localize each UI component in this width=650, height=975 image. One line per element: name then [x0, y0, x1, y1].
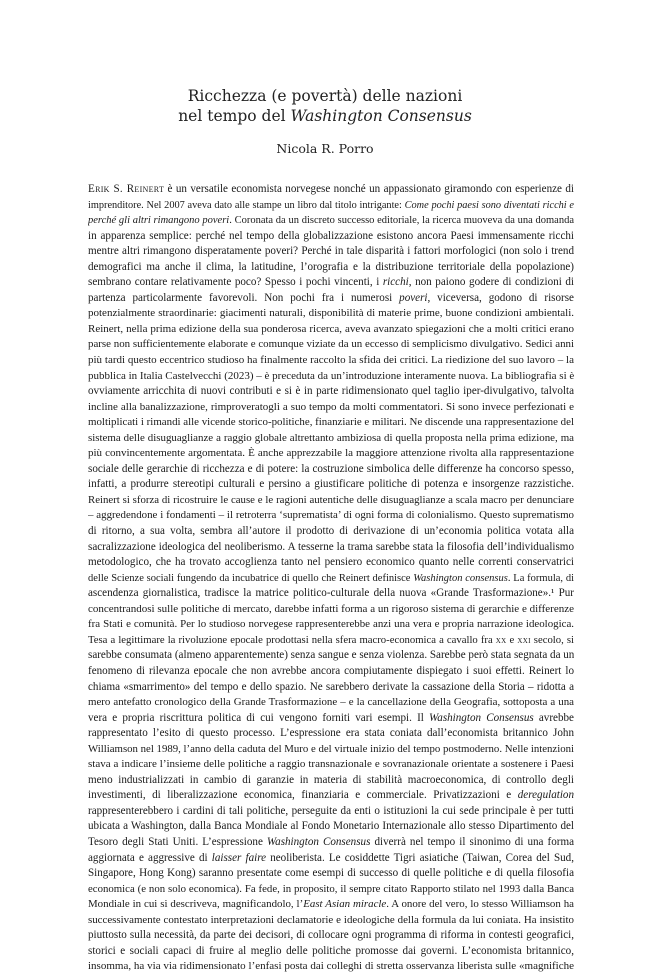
- body-line: [88, 819, 574, 835]
- body-line: [88, 757, 574, 773]
- body-text-segment: ascendenza giornalistica, tradisce la matrice politico-culturale della nuova «Grande Trasformazione».¹ Pur: [88, 587, 574, 600]
- body-line: [88, 508, 574, 524]
- body-line: [88, 835, 574, 851]
- body-text-segment: mero antefatto cronologico della Grande Trasformazione – e la cancellazione della Geografia, sottoposta a una: [88, 696, 574, 709]
- body-line: [88, 524, 574, 540]
- body-text-segment: è un versatile economista norvegese nonché un appassionato giramondo con esperienze di: [164, 183, 574, 195]
- body-line: [88, 415, 574, 431]
- body-text-segment: di ritorno, a sua volta, sembra all’autore il prodotto di derivazione di un’economia politica votata alla: [88, 525, 574, 538]
- body-line: [88, 182, 574, 198]
- body-text-segment: piuttosto sulla necessità, da parte dei decisori, di collocare ogni programma di riforma in contesti geografici,: [88, 929, 574, 942]
- body-line: [88, 695, 574, 711]
- body-text-segment: più tardi questo eccentrico studioso ha finalmente raccolto la sfida dei critici. La riedizione del suo lavoro – la: [88, 354, 574, 367]
- body-text-segment: – aggredendone i fondamenti – il retroterra ‘suprematista’ di ogni forma di colonialismo. Questo suprematismo: [88, 509, 574, 522]
- body-line: [88, 384, 574, 400]
- body-line: [88, 431, 574, 447]
- body-text-segment: stava a indicare l’insieme delle politiche a raggio transnazionale e sovranazionale orientate a sostenere i Paesi: [88, 758, 574, 771]
- body-line: [88, 493, 574, 509]
- body-text-segment: ricchi: [382, 276, 409, 289]
- body-text-segment: . A onore del vero, lo stesso Williamson ha: [386, 898, 574, 911]
- body-text-segment: secolo, si: [530, 633, 574, 646]
- body-text-segment: Washington Consensus: [429, 711, 534, 724]
- body-line: [88, 664, 574, 680]
- body-line: [88, 337, 574, 353]
- body-text-segment: aggiornata e aggressive di: [88, 851, 212, 864]
- body-text-segment: sarebbe consumata (almeno apparentemente) senza sangue e senza violenza. Sarebbe però stata segnata da un: [88, 649, 574, 662]
- body-line: [88, 851, 574, 867]
- body-line: [88, 680, 574, 696]
- body-line: [88, 198, 574, 214]
- body-line: [88, 306, 574, 322]
- body-text-segment: delle Scienze sociali fungendo da incubatrice di quello che Reinert definisce: [88, 572, 414, 584]
- body-text-segment: rappresentato l’esito di questo processo. L’espressione era stata coniata dall’economista britannico John: [88, 727, 574, 740]
- body-text-segment: xxi: [517, 633, 531, 646]
- author-name: Nicola R. Porro: [276, 141, 374, 156]
- body-text-segment: Tesoro degli Stati Uniti. L’espressione: [88, 835, 267, 848]
- body-line: [88, 773, 574, 789]
- body-line: [88, 477, 574, 493]
- body-text-segment: poveri: [399, 291, 428, 304]
- body-text-segment: ubicata a Washington, dalla Banca Mondiale al Fondo Monetario Internazionale allo stesso Dipartimento del: [88, 820, 574, 833]
- body-text-segment: chiama «smarrimento» del tempo e dello spazio. Ne sarebbero derivate la cassazione della Storia – ridotta a: [88, 680, 574, 693]
- body-line: [88, 291, 574, 307]
- body-line: [88, 260, 574, 276]
- body-text-segment: successivamente contestato interpretazioni declamatorie e ideologiche della formula da lui coniata. Ha insistito: [88, 913, 574, 926]
- body-text-segment: sacralizzazione ideologica del neoliberismo. A tesserne la trama sarebbe stata la filosofia dell’individualismo: [88, 540, 574, 553]
- body-text-segment: Reinert si sforza di ricostruire le cause e le ragioni autentiche delle disuguaglianze a scala macro per denunciare: [88, 493, 574, 506]
- body-text-segment: Come pochi paesi sono diventati ricchi e: [404, 199, 574, 211]
- body-text-segment: avrebbe: [533, 711, 574, 724]
- body-text-segment: , viceversa, godono di risorse: [427, 291, 574, 304]
- body-text-segment: fenomeno di rilevanza epocale che non avrebbe ancora compiutamente dispiegato i suoi effetti. Reinert lo: [88, 664, 574, 677]
- body-text-segment: Williamson nel 1989, l’anno della caduta del Muro e del virtuale inizio del tempo postmoderno. Nelle intenzioni: [88, 742, 574, 755]
- body-text-segment: laisser faire: [211, 851, 267, 864]
- body-text-segment: vera e propria riscrittura politica di cui vengono forniti vari esempi. Il: [88, 711, 430, 724]
- body-text-segment: meno industrializzati in cambio di garanzie in materia di stabilità macroeconomica, di controllo degli: [88, 773, 574, 786]
- body-text-segment: infatti, a produrre stereotipi culturali e persino a giustificare politiche di potenza e insorgenze razzistiche.: [88, 478, 574, 491]
- title-line-2-italic: Washington Consensus: [290, 107, 472, 125]
- body-line: [88, 882, 574, 898]
- body-text-segment: perché gli altri rimangono poveri: [88, 215, 230, 227]
- body-text: [88, 182, 574, 975]
- title-line-1: Ricchezza (e povertà) delle nazioni: [187, 87, 463, 105]
- body-line: [88, 602, 574, 618]
- body-line: [88, 446, 574, 462]
- body-line: [88, 244, 574, 260]
- body-line: [88, 369, 574, 385]
- body-text-segment: Reinert, nella prima edizione della sua ponderosa ricerca, aveva avanzato spiegazioni che a molti critici erano: [88, 322, 574, 335]
- body-text-segment: rappresenterebbero i cardini di tali politiche, perseguite da enti o istituzioni la cui sede principale è per tutti: [88, 804, 574, 817]
- body-line: [88, 959, 574, 975]
- body-text-segment: deregulation: [517, 789, 574, 802]
- body-line: [88, 540, 574, 556]
- article-title: [0, 86, 650, 126]
- body-line: [88, 213, 574, 229]
- body-text-segment: storici e sociali capaci di fruire al meglio delle politiche promosse dai governi. L’economista britannico,: [88, 944, 574, 957]
- body-line: [88, 633, 574, 649]
- body-text-segment: , non paiono godere di condizioni di: [408, 276, 574, 289]
- body-text-segment: ovviamente arricchita di nuovi contributi e si è in parte ridimensionato quel taglio iper-divulgativo, talvolta: [88, 385, 574, 398]
- body-text-segment: incline alla banalizzazione, rimproveratogli a suo tempo da molti commentatori. Si sono invece perfezionati e: [88, 400, 574, 413]
- body-text-segment: diverrà nel tempo il sinonimo di una forma: [370, 835, 574, 848]
- body-line: [88, 462, 574, 478]
- body-text-segment: Tesa a legittimare la rivoluzione epocale prodottasi nella sfera macro-economica a cavallo fra: [88, 633, 496, 646]
- body-text-segment: moltiplicati i rimandi alle vicende storico-politiche, finanziarie e militari. Ne discende una rappresentazione del: [88, 416, 574, 429]
- body-line: [88, 913, 574, 929]
- body-text-segment: fra Stati e comunità. Per lo studioso norvegese rappresenterebbe anzi una vera e propria narrazione ideologica.: [88, 618, 574, 631]
- title-line-2-prefix: nel tempo del: [178, 107, 291, 125]
- body-line: [88, 866, 574, 882]
- body-line: [88, 555, 574, 571]
- body-line: [88, 229, 574, 245]
- body-text-segment: sociale delle gerarchie di ricchezza e di potere: la costruzione simbolica delle differenze ha concorso spesso,: [88, 462, 574, 475]
- body-text-segment: potenzialmente straordinarie: giacimenti naturali, disponibilità di materie prime, buone condizioni ambientali.: [88, 307, 574, 320]
- body-text-segment: investimenti, di liberalizzazione economica, finanziaria e commerciale. Privatizzazioni e: [88, 789, 518, 802]
- body-text-segment: sistema delle disuguaglianze a raggio globale altrettanto ambiziosa di quella proposta nella prima edizione, ma: [88, 431, 574, 444]
- body-line: [88, 275, 574, 291]
- body-text-segment: sembrano contare relativamente poco? Spesso i pochi vincenti, i: [88, 276, 383, 289]
- body-line: [88, 711, 574, 727]
- title-line-2: [0, 106, 650, 126]
- body-text-segment: partenza particolarmente favorevoli. Non pochi fra i numerosi: [88, 291, 400, 304]
- body-line: [88, 648, 574, 664]
- body-line: [88, 322, 574, 338]
- body-text-segment: Mondiale in cui si descriveva, magnificandolo, l’: [88, 898, 304, 911]
- body-text-segment: East Asian miracle: [303, 898, 387, 911]
- body-text-segment: insomma, ha via via ridimensionato l’enfasi posta dai colleghi di stretta osservanza liberista sulle «magnifiche: [88, 960, 574, 973]
- body-text-segment: neoliberista. Le cosiddette Tigri asiatiche (Taiwan, Corea del Sud,: [266, 851, 574, 864]
- body-line: [88, 897, 574, 913]
- body-line: [88, 804, 574, 820]
- body-line: [88, 617, 574, 633]
- body-line: [88, 400, 574, 416]
- body-line: [88, 353, 574, 369]
- body-text-segment: metodologico, che ha trovato accoglienza tanto nel pensiero economico quanto nelle correnti conservatrici: [88, 556, 574, 569]
- body-text-segment: demografici ma anche il clima, la latitudine, l’orografia e la distribuzione territoriale della popolazione): [88, 260, 574, 273]
- body-text-segment: Washington Consensus: [266, 835, 371, 848]
- body-text-segment: parse non sufficientemente elaborate e comunque viziate da un eccesso di semplicismo divulgativo. Sedici anni: [88, 338, 574, 351]
- body-text-segment: economica (e non solo economica). Fa fede, in proposito, il sempre citato Rapporto stilato nel 1993 dalla Banca: [88, 882, 574, 895]
- body-text-segment: . La formula, di: [507, 572, 574, 584]
- body-text-segment: Singapore, Hong Kong) saranno presentate come esempi di successo di quelle politiche e di quella filosofia: [88, 867, 574, 880]
- body-text-segment: più convincentemente argomentata. È anche apprezzabile la maggiore attenzione rivolta alla rappresentazione: [88, 447, 574, 460]
- body-text-segment: imprenditore. Nel 2007 aveva dato alle stampe un libro dal titolo intrigante:: [88, 199, 405, 211]
- body-text-segment: . Coronata da un discreto successo editoriale, la ricerca muoveva da una domanda: [229, 215, 574, 227]
- body-text-segment: Erik S. Reinert: [88, 183, 165, 195]
- body-text-segment: xx: [495, 633, 507, 646]
- body-line: [88, 944, 574, 960]
- body-text-segment: in apparenza semplice: perché nel tempo della globalizzazione esistono ancora Paesi immensamente ricchi: [88, 229, 574, 242]
- body-line: [88, 742, 574, 758]
- body-line: [88, 571, 574, 587]
- body-line: [88, 726, 574, 742]
- body-text-segment: pubblica in Italia Castelvecchi (2023) – è preceduta da un’introduzione interamente nuova. La bibliografia si è: [88, 369, 574, 382]
- body-text-segment: e: [506, 633, 518, 646]
- body-line: [88, 586, 574, 602]
- body-line: [88, 928, 574, 944]
- body-text-segment: mentre altri rimangono disperatamente poveri? Perché in tale disparità i fattori morfologici (non solo i trend: [88, 245, 574, 258]
- body-text-segment: Washington consensus: [413, 572, 508, 584]
- body-line: [88, 788, 574, 804]
- body-text-segment: concentrandosi sulle politiche di mercato, darebbe infatti forma a un rigoroso sistema di gerarchie e differenze: [88, 602, 574, 615]
